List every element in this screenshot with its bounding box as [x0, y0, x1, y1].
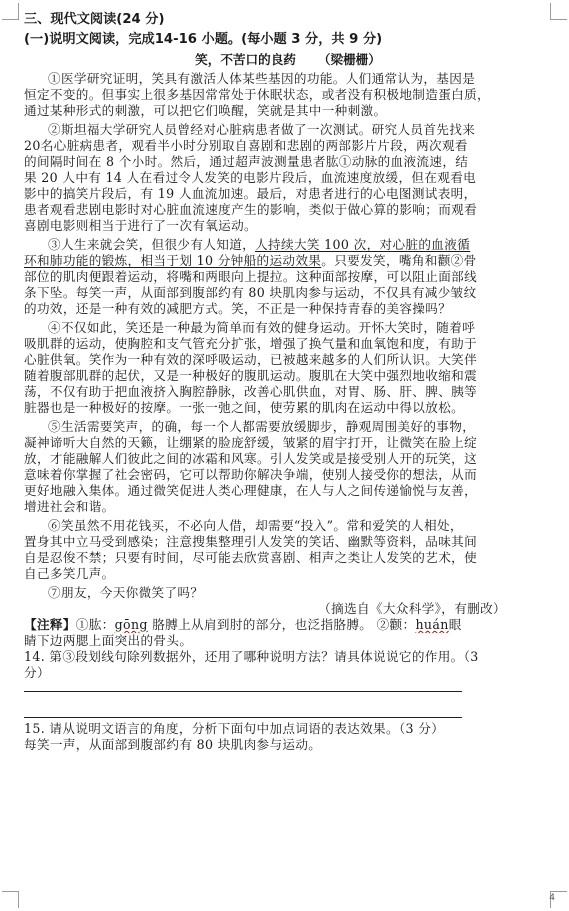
paragraph-line: 更好地融入集体。通过微笑促进人类心理健康，在人与人之间传递愉悦与友善， [24, 483, 478, 498]
paragraph-7: ⑦朋友，今天你微笑了吗？ [48, 585, 204, 600]
paragraph-line: 凝神谛听大自然的天籁，让绷紧的脸庞舒缓，皱紧的眉宇打开，让微笑在脸上绽 [24, 435, 478, 450]
notes-label: 【注释】 [24, 617, 76, 632]
notes-line-2: 睛下边两腮上面突出的骨头。 [24, 633, 193, 648]
question-14-cont: 分） [24, 665, 50, 680]
crop-mark-top-right [550, 3, 567, 20]
paragraph-line: ①医学研究证明，笑具有激活人体某些基因的功能。人们通常认为，基因是 [48, 71, 476, 86]
article-author: （梁栅栅） [317, 52, 381, 67]
paragraph-line: ⑥笑虽然不用花钱买，不必向人借，却需要“投入”。常和爱笑的人相处， [48, 518, 463, 533]
subsection-heading: (一)说明文阅读，完成14-16 小题。(每小题 3 分，共 9 分) [24, 32, 383, 47]
paragraph-line: 影中的搞笑片段后，有 19 人血流加速。最后，对患者进行的心电图测试表明， [24, 186, 477, 201]
paragraph-2 [24, 122, 552, 234]
question-15: 15. 请从说明文语言的角度，分析下面句中加点词语的表达效果。（3 分） [24, 721, 445, 736]
article-title-row [24, 51, 552, 69]
paragraph-line: 部位的肌肉便跟着运动，将嘴和两眼向上提拉。这种面部按摩，可以阻止面部线 [24, 269, 478, 284]
paragraph-1 [24, 71, 552, 119]
crop-mark-top-left [2, 3, 19, 20]
exam-page [24, 10, 552, 753]
paragraph-line: 增进社会和谐。 [24, 499, 115, 514]
question-14: 14. 第③段划线句除列数据外，还用了哪种说明方法？请具体说说它的作用。（3 [24, 649, 479, 664]
pinyin-gong: gōng [114, 617, 148, 632]
paragraph-line: 喜剧电影则相当于进行了一次有氧运动。 [24, 218, 257, 233]
paragraph-text: ③人生来就会笑，但很少有人知道， [48, 237, 256, 252]
paragraph-line: 20名心脏病患者，观看半小时分别取自喜剧和悲剧的两部影片片段，两次观看 [24, 138, 468, 153]
paragraph-line: 意味着你掌握了社会密码，它可以帮助你解决争端，使别人接受你的想法，从而 [24, 467, 478, 482]
pinyin-huan: huán [415, 617, 449, 632]
note-text: ①肱： [75, 617, 115, 632]
paragraph-line: 心脏供氧。笑作为一种有效的深呼吸运动，已被越来越多的人们所认识。大笑伴 [24, 352, 478, 367]
article-source: （摘选自《大众科学》，有删改） [318, 601, 506, 616]
paragraph-line [24, 237, 552, 253]
underlined-sentence: 人持续大笑 100 次，对心脏的血液循 [255, 237, 471, 252]
paragraph-line: ⑤生活需要笑声，的确，每一个人都需要放缓脚步，静观周围美好的事物， [48, 419, 476, 434]
paragraph-line: 随着腹部肌群的起伏，又是一种极好的腹肌运动。腹肌在大笑中强烈地收缩和震 [24, 368, 478, 383]
paragraph-line: 脏器也是一种极好的按摩。一张一弛之间，使劳累的肌肉在运动中得以放松。 [24, 400, 465, 415]
paragraph-line: 自是忍俊不禁；只要有时间，尽可能去欣赏喜剧、相声之类让人发笑的艺术，使 [24, 550, 478, 565]
paragraph-6 [24, 518, 552, 582]
paragraph-line: 放，才能融解人们彼此之间的冰霜和风寒。引人发笑或是接受别人开的玩笑，这 [24, 451, 478, 466]
paragraph-line: ②斯坦福大学研究人员曾经对心脏病患者做了一次测试。研究人员首先找来 [48, 122, 476, 137]
article-title: 笑，不苦口的良药 [195, 52, 296, 67]
notes [24, 617, 552, 633]
paragraph-line: 自己多笑几声。 [24, 566, 115, 581]
paragraph-line: 的间隔时间在 8 个小时。然后，通过超声波测量患者肱①动脉的血液流速，结 [24, 154, 469, 169]
paragraph-4 [24, 320, 552, 416]
question-15-sentence: 每笑一声，从面部到腹部约有 80 块肌肉参与运动。 [24, 737, 322, 752]
paragraph-line [24, 253, 552, 269]
underlined-sentence: 环和肺功能的锻炼，相当于划 10 分钟船的运动效果 [24, 253, 322, 268]
paragraph-line: 荡，不仅有助于把血液挤入胸腔静脉，改善心肌供血，对胃、肠、肝、脾、胰等 [24, 384, 478, 399]
note-text: 眼 [448, 617, 462, 632]
paragraph-line: 置身其中立马受到感染；注意搜集整理引人发笑的笑话、幽默等资料，品味其间 [24, 534, 478, 549]
crop-mark-bottom-left [2, 891, 19, 908]
section-heading: 三、现代文阅读(24 分) [24, 12, 165, 27]
paragraph-line: 条下坠。每笑一声，从面部到腹部约有 80 块肌肉参与运动，不仅具有减少皱纹 [24, 285, 477, 300]
paragraph-line: 恒定不变的。但事实上很多基因常常处于休眠状态，或者没有积极地制造蛋白质， [24, 87, 490, 102]
paragraph-line: ④不仅如此，笑还是一种最为简单而有效的健身运动。开怀大笑时，随着呼 [48, 320, 476, 335]
paragraph-5 [24, 419, 552, 515]
page-number: 4 [549, 893, 555, 903]
paragraph-line: 果 20 人中有 14 人在看过令人发笑的电影片段后，血流速度放缓，但在观看电 [24, 170, 477, 185]
paragraph-line: 通过某种形式的刺激，可以把它们唤醒，笑就是其中一种刺激。 [24, 103, 387, 118]
paragraph-line: 患者观看悲剧电影时对心脏血流速度产生的影响，类似于做心算的影响；而观看 [24, 202, 478, 217]
paragraph-text: 。只要发笑，嘴角和颧②骨 [321, 253, 477, 268]
paragraph-line: 的功效，还是一种有效的减肥方式。笑，不正是一种保持青春的美容操吗？ [24, 301, 452, 316]
paragraph-3 [24, 237, 552, 317]
paragraph-line: 吸肌群的运动，使胸腔和支气管充分扩张，增强了换气量和血氧饱和度，有助于 [24, 336, 478, 351]
note-text: 胳膊上从肩到肘的部分，也泛指胳膊。 ②颧： [147, 617, 416, 632]
